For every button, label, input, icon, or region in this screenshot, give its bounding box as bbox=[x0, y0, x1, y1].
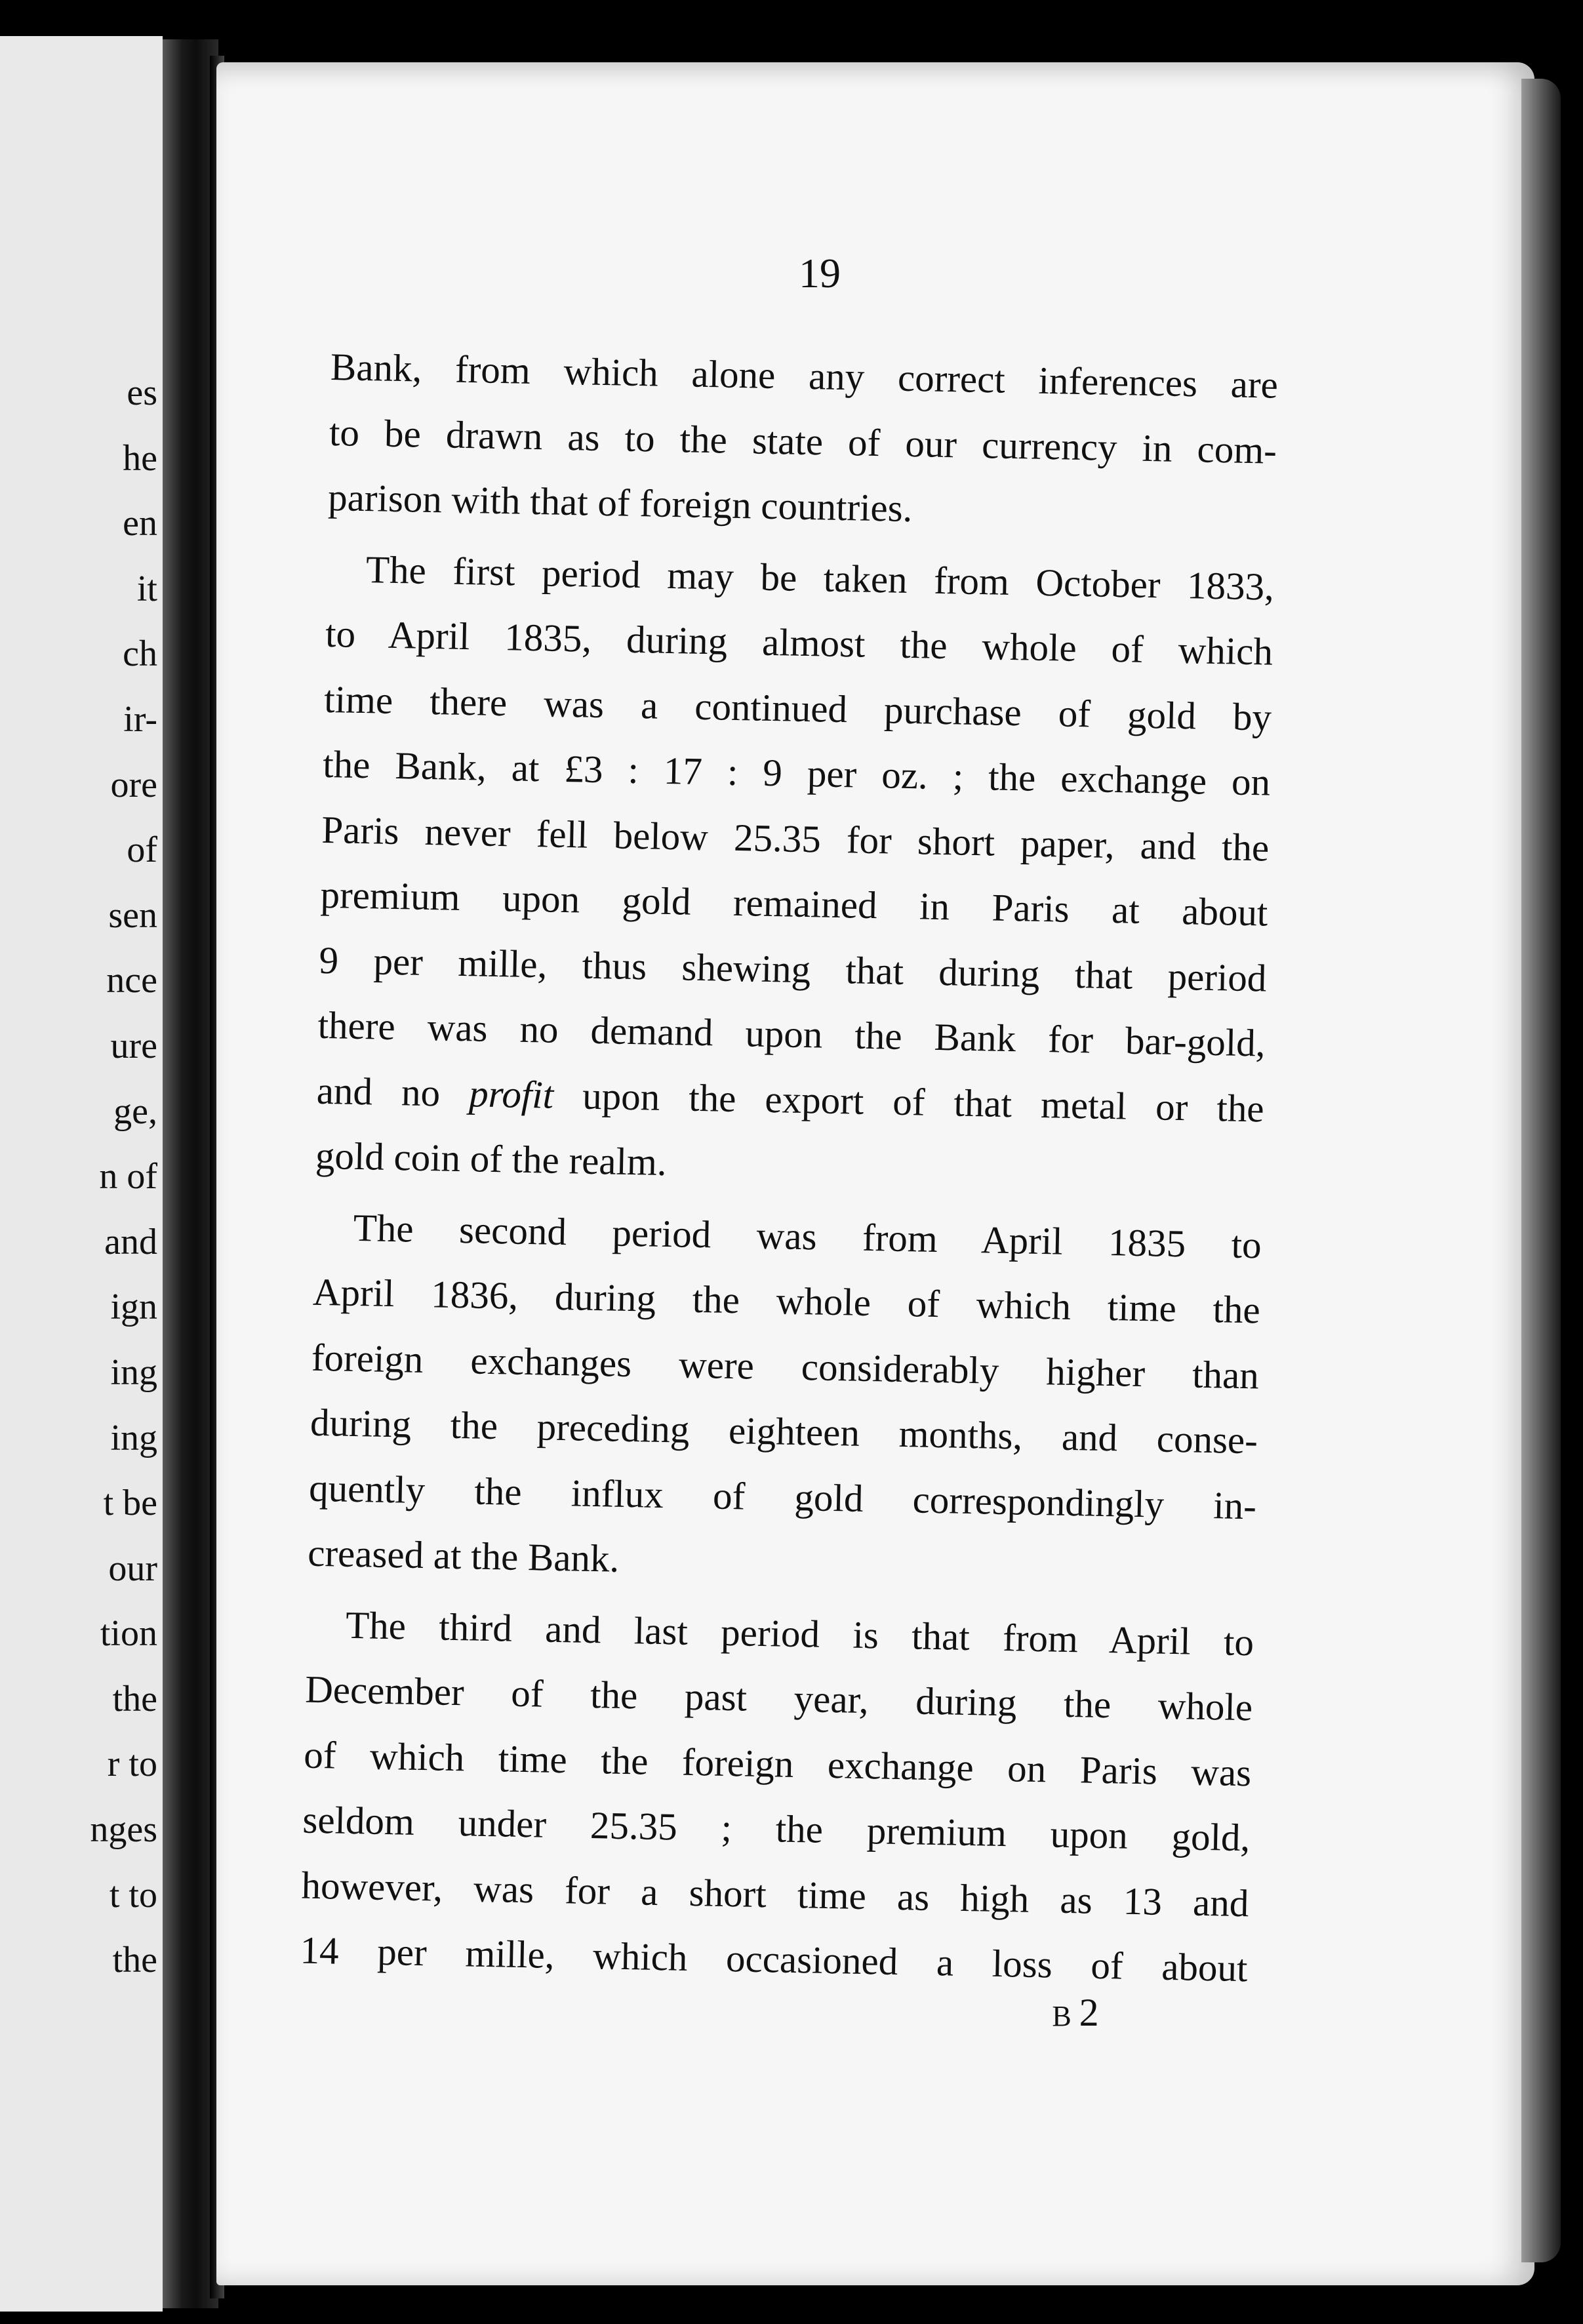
signature-number: 2 bbox=[1079, 1991, 1099, 2034]
left-fragment: he bbox=[123, 437, 157, 479]
paragraph-4 bbox=[300, 1592, 1254, 2001]
italic-word: profit bbox=[468, 1071, 554, 1117]
text-line: seldom under 25.35 ; the premium upon gold, bbox=[302, 1797, 1251, 1860]
text-line: to be drawn as to the state of our currency in com- bbox=[329, 410, 1277, 472]
left-fragment: of bbox=[127, 830, 157, 871]
text-line: Paris never fell below 25.35 for short paper, and the bbox=[321, 807, 1270, 870]
text-line: 9 per mille, thus shewing that during that period bbox=[319, 938, 1268, 1000]
left-fragment: and bbox=[104, 1221, 157, 1262]
page-edge-curl bbox=[1521, 79, 1561, 2262]
text-line: April 1836, during the whole of which time the bbox=[312, 1270, 1261, 1332]
left-fragment: en bbox=[123, 503, 157, 544]
text-line: creased at the Bank. bbox=[307, 1531, 620, 1580]
text-line: to April 1835, during almost the whole of which bbox=[325, 611, 1273, 673]
left-fragment: ing bbox=[110, 1417, 157, 1458]
left-facing-page bbox=[0, 36, 163, 2312]
body-text bbox=[300, 334, 1279, 2001]
left-fragment: nges bbox=[90, 1809, 157, 1851]
text-line: The first period may be taken from October 1833, bbox=[365, 547, 1275, 609]
signature-mark bbox=[1003, 1990, 1148, 2035]
text-line: however, was for a short time as high as 13 and bbox=[300, 1863, 1249, 1925]
text-line: December of the past year, during the whole bbox=[304, 1667, 1253, 1729]
left-fragment: n of bbox=[99, 1156, 157, 1197]
text-line: there was no demand upon the Bank for bar-gold, bbox=[317, 1003, 1266, 1065]
left-fragment: sen bbox=[108, 894, 157, 936]
text-line: during the preceding eighteen months, and conse- bbox=[310, 1400, 1258, 1462]
left-fragment: t be bbox=[103, 1483, 157, 1524]
text-line: Bank, from which alone any correct inferences are bbox=[330, 344, 1279, 407]
left-fragment: the bbox=[112, 1940, 157, 1981]
text-fragment: upon the export of that metal or the bbox=[582, 1073, 1265, 1131]
paragraph-1 bbox=[327, 334, 1278, 548]
left-fragment: tion bbox=[100, 1613, 157, 1654]
left-page-text-fragments bbox=[0, 361, 157, 1993]
left-fragment: ing bbox=[110, 1352, 157, 1393]
text-line: the Bank, at £3 : 17 : 9 per oz. ; the exchange on bbox=[322, 742, 1271, 804]
left-fragment: ore bbox=[110, 764, 157, 805]
left-fragment: t to bbox=[109, 1874, 157, 1915]
text-line: time there was a continued purchase of gold by bbox=[323, 677, 1272, 739]
text-line: gold coin of the realm. bbox=[315, 1133, 668, 1184]
left-fragment: ch bbox=[123, 633, 157, 675]
text-line: foreign exchanges were considerably higher than bbox=[311, 1335, 1260, 1397]
left-fragment: ure bbox=[110, 1025, 157, 1066]
text-line: The second period was from April 1835 to bbox=[353, 1205, 1262, 1266]
text-line: 14 per mille, which occasioned a loss of about bbox=[300, 1928, 1249, 1990]
text-line: The third and last period is that from April to bbox=[345, 1603, 1254, 1664]
text-fragment: and no bbox=[316, 1068, 441, 1114]
signature-letter: B bbox=[1052, 2000, 1072, 2032]
left-fragment: nce bbox=[106, 960, 157, 1001]
left-fragment: es bbox=[127, 372, 157, 413]
left-fragment: our bbox=[108, 1548, 157, 1589]
paragraph-2 bbox=[315, 536, 1275, 1207]
text-line: of which time the foreign exchange on Paris was bbox=[303, 1733, 1252, 1794]
left-fragment: ir- bbox=[123, 698, 157, 740]
left-fragment: r to bbox=[107, 1744, 157, 1785]
text-line: premium upon gold remained in Paris at about bbox=[319, 872, 1268, 934]
left-fragment: the bbox=[112, 1678, 157, 1719]
text-line: quently the influx of gold correspondingly in- bbox=[308, 1466, 1257, 1527]
left-fragment: ign bbox=[110, 1287, 157, 1328]
paragraph-3 bbox=[307, 1194, 1262, 1604]
page-number: 19 bbox=[799, 250, 841, 296]
left-fragment: it bbox=[136, 568, 157, 609]
left-fragment: ge, bbox=[113, 1091, 157, 1132]
text-line: parison with that of foreign countries. bbox=[327, 475, 913, 531]
